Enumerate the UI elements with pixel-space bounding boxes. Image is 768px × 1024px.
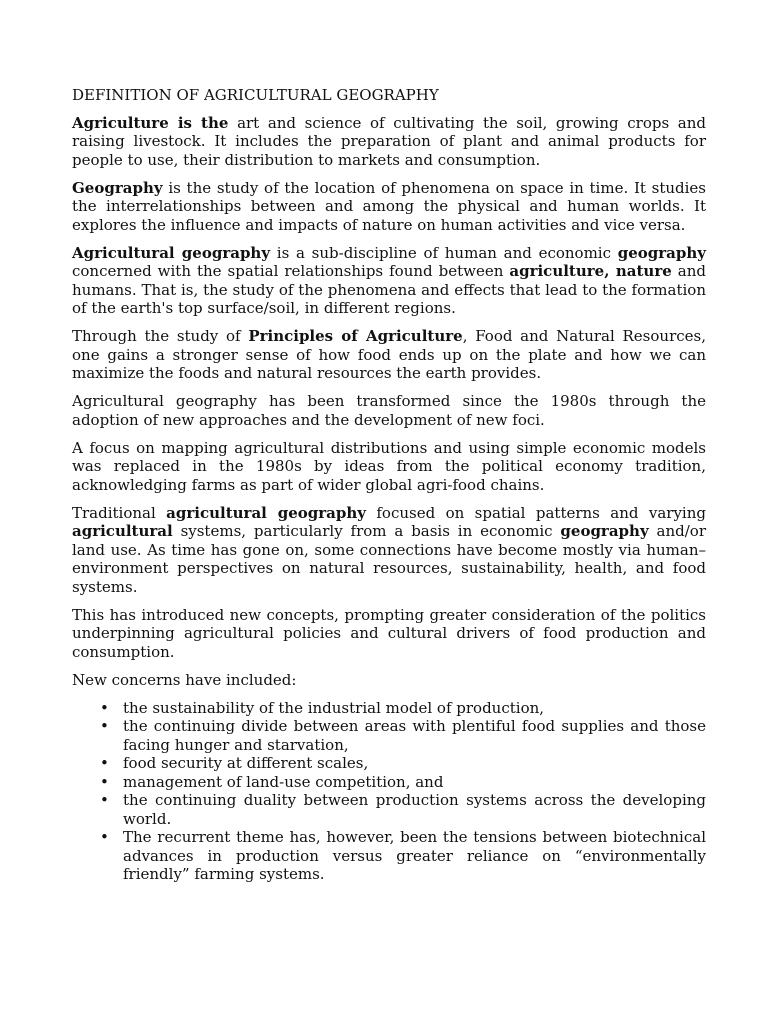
list-item-text: food security at different scales,	[123, 754, 369, 772]
bullet-icon: •	[100, 698, 109, 717]
paragraph-text: Through the study of	[72, 327, 249, 345]
bold-term: agriculture, nature	[509, 262, 672, 280]
bullet-icon: •	[100, 772, 109, 791]
list-item-text: the continuing duality between production systems across the developing world.	[123, 791, 706, 828]
bold-term: geography	[560, 522, 649, 540]
list-item-text: The recurrent theme has, however, been the tensions between biotechnical advances in production versus greater reliance on “environmentally friendly” farming systems.	[123, 828, 706, 883]
paragraph-transformation: Agricultural geography has been transformed since the 1980s through the adoption of new approaches and the development of new foci.	[72, 392, 706, 429]
bullet-icon: •	[100, 717, 109, 735]
bullet-icon: •	[100, 791, 109, 809]
document-title: DEFINITION OF AGRICULTURAL GEOGRAPHY	[72, 86, 439, 104]
paragraph-focus: A focus on mapping agricultural distributions and using simple economic models was replaced in the 1980s by ideas from the political economy tradition, acknowledging farms as part of wider global agri-food chains.	[72, 438, 706, 494]
list-item	[100, 698, 706, 718]
paragraph-text: focused on spatial patterns and varying	[365, 503, 706, 522]
list-item	[100, 717, 706, 754]
paragraph-new-concepts: This has introduced new concepts, prompting greater consideration of the politics underpinning agricultural policies and cultural drivers of food production and consumption.	[72, 605, 706, 661]
bold-term: Agricultural geography	[72, 243, 271, 262]
bold-term: Agriculture is the	[72, 113, 229, 132]
paragraph-text: Traditional	[72, 503, 167, 522]
paragraph-text: and humans. That is, the study of the phenomena and effects that lead to the formation of the earth's top surface/soil, in different regions.	[72, 262, 706, 317]
paragraph-text: art and science of cultivating the soil, growing crops and raising livestock. It includes the preparation of plant and animal products for people to use, their distribution to markets and consumption.	[72, 113, 706, 169]
paragraph-agriculture-definition	[72, 114, 706, 170]
paragraph-text: is the study of the location of phenomena on space in time. It studies the interrelationships between and among the physical and human worlds. It explores the influence and impacts of nature on human activities and vice versa.	[72, 178, 706, 234]
list-item-text: the continuing divide between areas with plentiful food supplies and those facing hunger and starvation,	[123, 717, 706, 754]
paragraph-agricultural-geography-definition	[72, 244, 706, 318]
paragraph-traditional	[72, 504, 706, 597]
paragraph-text: is a sub-discipline of human and economic	[270, 243, 618, 262]
list-item	[100, 828, 706, 884]
concerns-list	[72, 699, 706, 884]
bold-term: Principles of Agriculture	[248, 327, 463, 345]
paragraph-text: concerned with the spatial relationships found between	[72, 262, 510, 280]
list-item	[100, 772, 706, 792]
paragraph-geography-definition	[72, 179, 706, 235]
bold-term: agricultural	[72, 522, 173, 540]
paragraph-text: , Food and Natural Resources, one gains a stronger sense of how food ends up on the plate and how we can maximize the foods and natural resources the earth provides.	[72, 327, 706, 382]
list-item-text: management of land-use competition, and	[123, 772, 444, 791]
paragraph-text: systems, particularly from a basis in economic	[172, 522, 561, 540]
list-item	[100, 791, 706, 828]
bold-term: Geography	[72, 178, 163, 197]
paragraph-principles	[72, 327, 706, 383]
bullet-icon: •	[100, 828, 109, 846]
paragraph-text: and/or land use. As time has gone on, some connections have become mostly via human–environment perspectives on natural resources, sustainability, health, and food systems.	[72, 522, 706, 596]
list-item-text: the sustainability of the industrial model of production,	[123, 698, 545, 717]
bold-term: agricultural geography	[166, 503, 366, 522]
paragraph-new-concerns-intro: New concerns have included:	[72, 670, 297, 689]
bullet-icon: •	[100, 754, 109, 772]
bold-term: geography	[617, 243, 706, 262]
list-item	[100, 754, 706, 773]
